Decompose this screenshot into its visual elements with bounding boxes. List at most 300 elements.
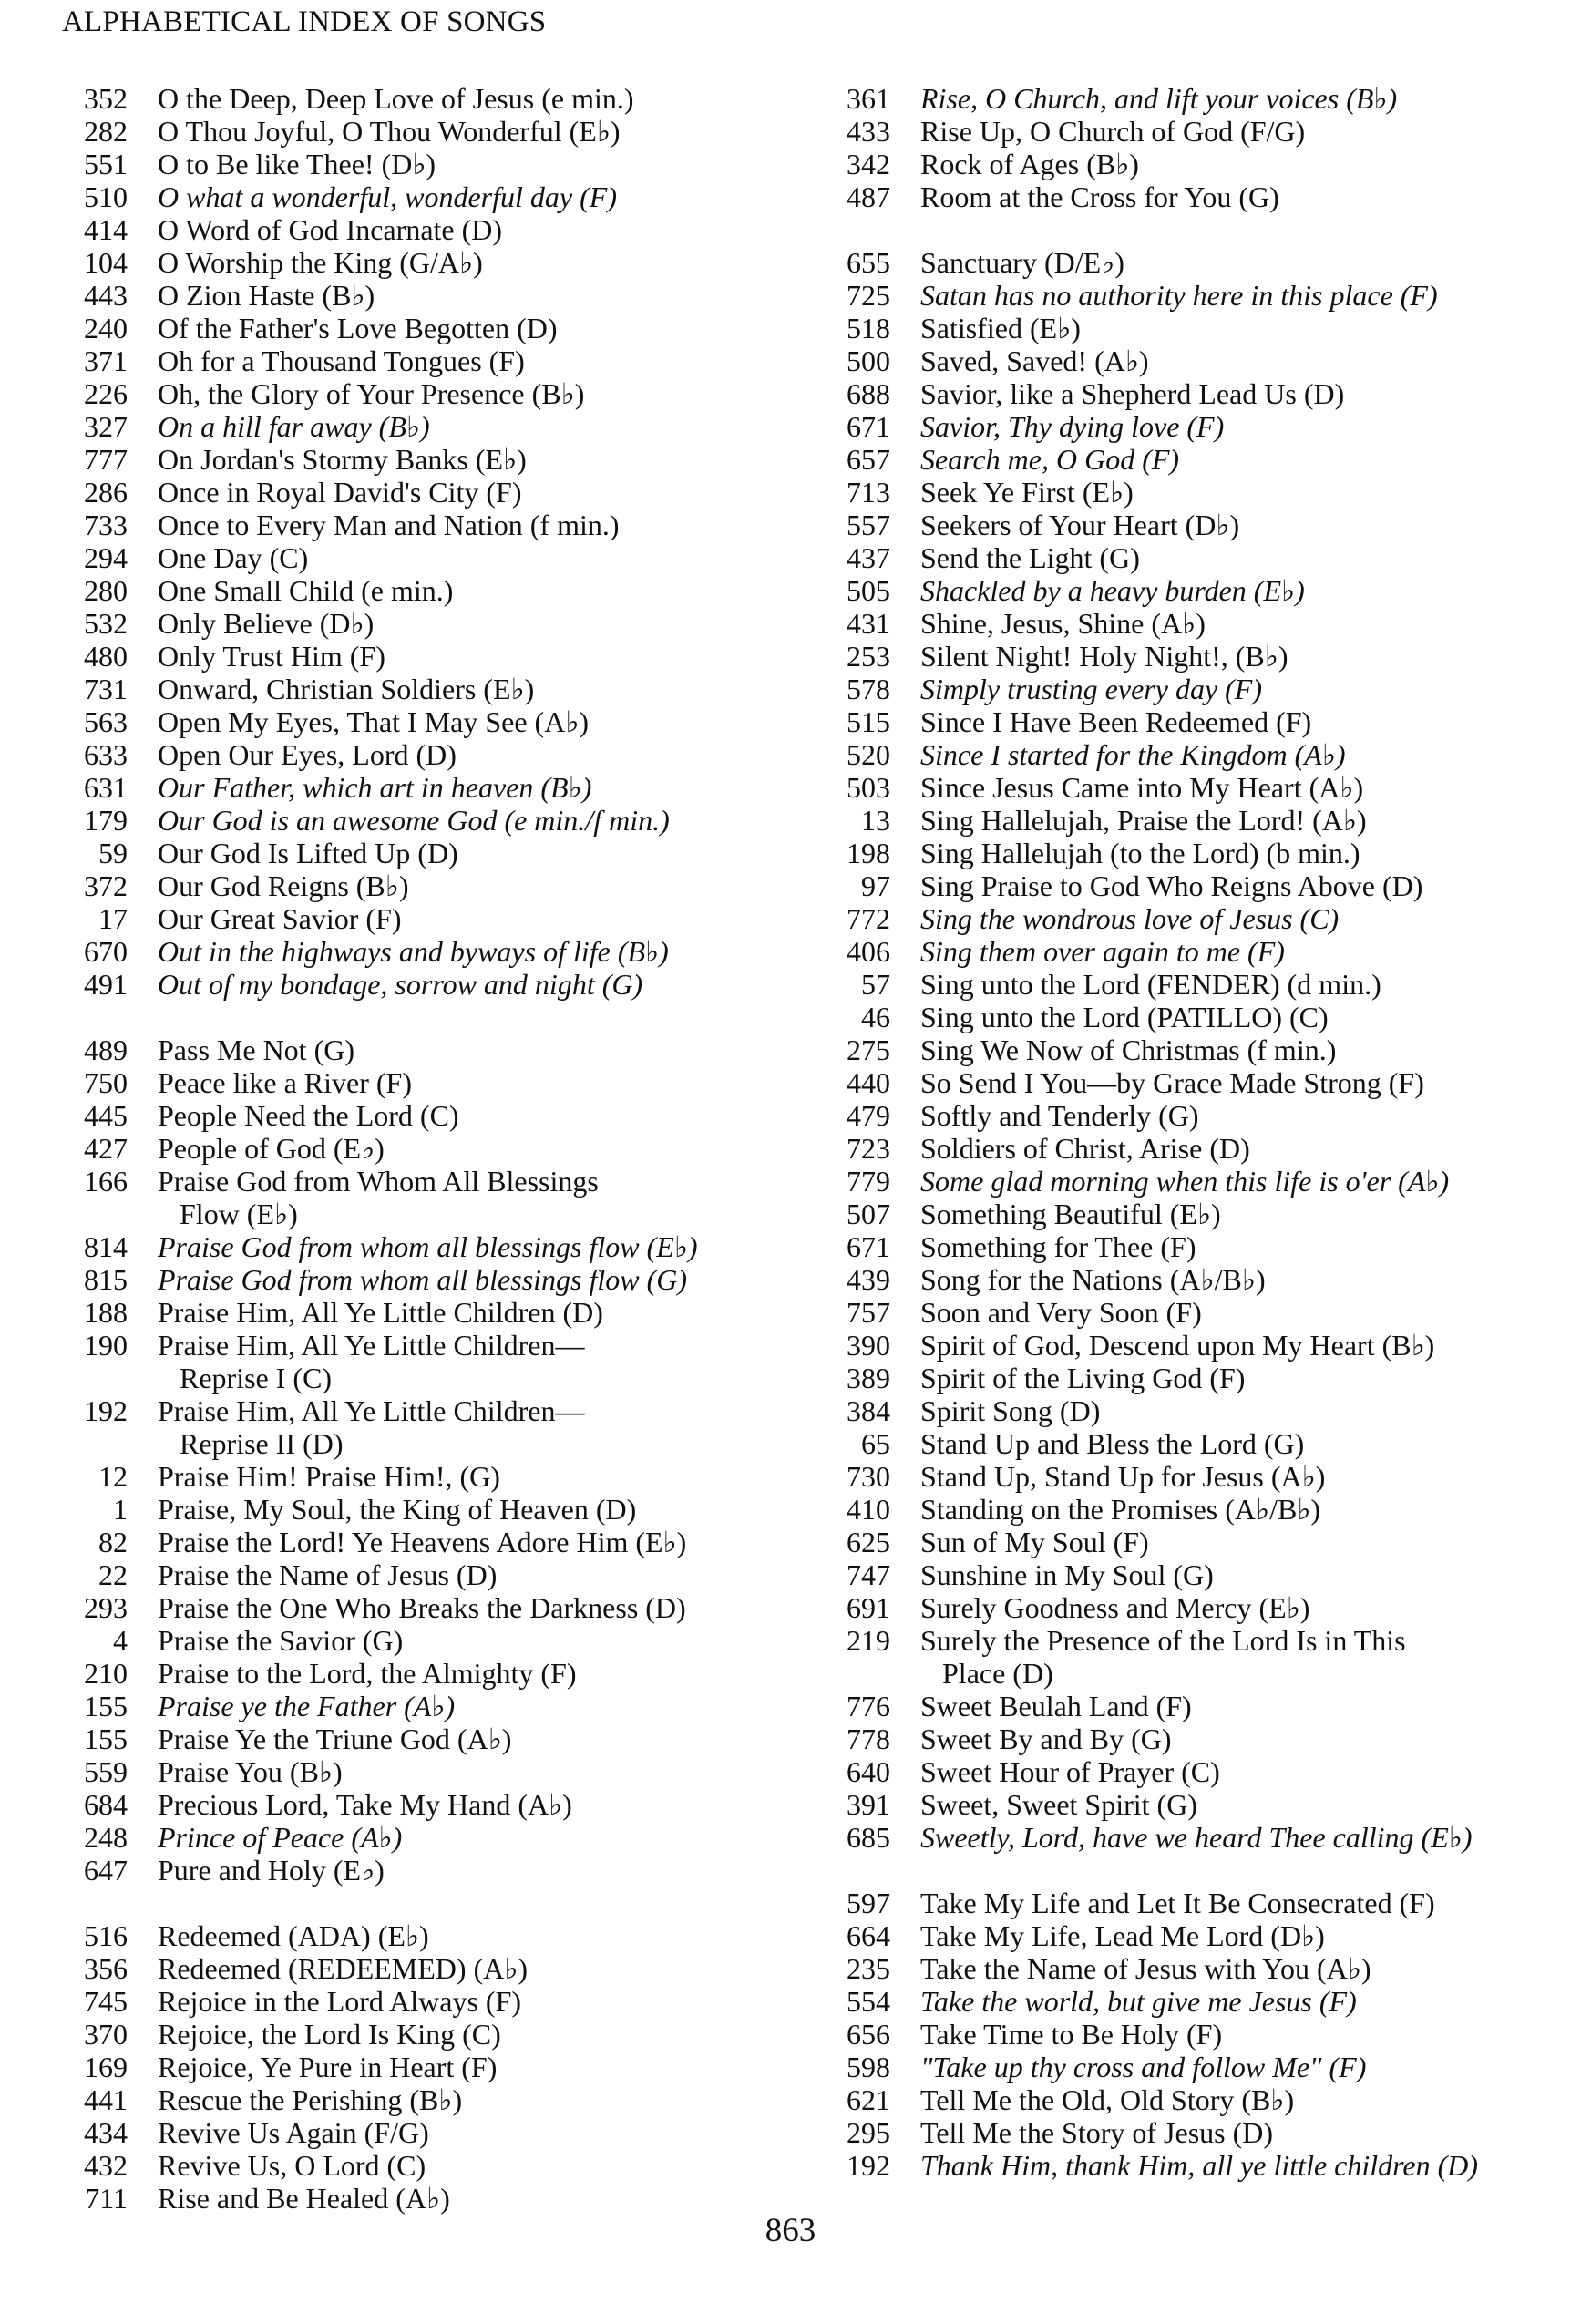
index-entry	[62, 1329, 791, 1362]
index-entry	[825, 2083, 1554, 2116]
song-title: Take the world, but give me Jesus (F)	[920, 1985, 1357, 2018]
song-title: Something Beautiful (E♭)	[920, 1198, 1221, 1230]
hymn-number: 551	[84, 148, 128, 180]
hymn-number: 22	[98, 1558, 128, 1591]
index-entry	[825, 443, 1554, 476]
index-entry	[62, 1460, 791, 1493]
index-entry	[62, 1263, 791, 1296]
song-title: Soldiers of Christ, Arise (D)	[920, 1132, 1250, 1165]
song-title: Rejoice, the Lord Is King (C)	[158, 2018, 501, 2051]
page-header: ALPHABETICAL INDEX OF SONGS	[62, 5, 547, 38]
song-title: Oh, the Glory of Your Presence (B♭)	[158, 377, 585, 410]
song-title: O Zion Haste (B♭)	[158, 279, 375, 312]
hymn-number: 235	[847, 1952, 890, 1985]
index-entry	[825, 2116, 1554, 2149]
index-entry	[62, 509, 791, 541]
song-title: Shine, Jesus, Shine (A♭)	[920, 607, 1206, 640]
index-entry	[62, 1362, 791, 1394]
hymn-number: 371	[84, 344, 128, 377]
song-title: Take Time to Be Holy (F)	[920, 2018, 1223, 2051]
song-title: Simply trusting every day (F)	[920, 673, 1262, 705]
index-entry	[62, 837, 791, 869]
song-title: Of the Father's Love Begotten (D)	[158, 312, 558, 344]
index-entry	[62, 738, 791, 771]
index-entry	[825, 837, 1554, 869]
song-title: Rise and Be Healed (A♭)	[158, 2182, 450, 2215]
hymn-number: 240	[84, 312, 128, 344]
song-title: "Take up thy cross and follow Me" (F)	[920, 2051, 1367, 2083]
song-title: Our Great Savior (F)	[158, 902, 402, 935]
hymn-number: 275	[847, 1033, 890, 1066]
song-title: Oh for a Thousand Tongues (F)	[158, 344, 525, 377]
song-title: Sanctuary (D/E♭)	[920, 246, 1124, 279]
hymn-number: 559	[84, 1755, 128, 1788]
hymn-number: 633	[84, 738, 128, 771]
index-entry	[62, 1690, 791, 1722]
song-title: Rise, O Church, and lift your voices (B♭)	[920, 82, 1398, 115]
index-entry	[62, 115, 791, 148]
index-entry	[62, 804, 791, 837]
index-entry	[825, 1755, 1554, 1788]
index-entry	[825, 1690, 1554, 1722]
song-title: Sweet, Sweet Spirit (G)	[920, 1788, 1197, 1821]
hymn-number: 431	[847, 607, 890, 640]
index-entry	[62, 935, 791, 968]
hymn-number: 730	[847, 1460, 890, 1493]
song-title: Reprise II (D)	[158, 1427, 344, 1460]
hymn-number: 750	[84, 1066, 128, 1099]
song-title: Revive Us Again (F/G)	[158, 2116, 429, 2149]
index-entry	[62, 705, 791, 738]
index-entry	[62, 574, 791, 607]
hymn-number: 621	[847, 2083, 890, 2116]
hymn-number: 226	[84, 377, 128, 410]
song-title: Softly and Tenderly (G)	[920, 1099, 1199, 1132]
hymn-number: 82	[98, 1526, 128, 1558]
song-title: Pass Me Not (G)	[158, 1033, 354, 1066]
hymn-number: 1	[113, 1493, 128, 1526]
hymn-number: 671	[847, 1230, 890, 1263]
song-title: Take My Life, Lead Me Lord (D♭)	[920, 1919, 1325, 1952]
hymn-number: 532	[84, 607, 128, 640]
hymn-number: 65	[861, 1427, 890, 1460]
index-entry	[62, 1755, 791, 1788]
song-title: Out in the highways and byways of life (B♭)	[158, 935, 669, 968]
song-title: Surely Goodness and Mercy (E♭)	[920, 1591, 1310, 1624]
index-entry	[62, 1788, 791, 1821]
song-title: Rescue the Perishing (B♭)	[158, 2083, 463, 2116]
song-title: Prince of Peace (A♭)	[158, 1821, 403, 1854]
page-number: 863	[765, 2212, 816, 2249]
hymn-number: 12	[98, 1460, 128, 1493]
song-title: Our God Is Lifted Up (D)	[158, 837, 458, 869]
song-title: Sun of My Soul (F)	[920, 1526, 1149, 1558]
hymn-number: 745	[84, 1985, 128, 2018]
index-entry	[62, 1066, 791, 1099]
index-entry	[62, 1493, 791, 1526]
hymn-number: 286	[84, 476, 128, 509]
song-title: O Worship the King (G/A♭)	[158, 246, 483, 279]
hymn-number: 723	[847, 1132, 890, 1165]
index-entry	[825, 1493, 1554, 1526]
song-title: Take My Life and Let It Be Consecrated (F)	[920, 1887, 1435, 1919]
hymn-number: 17	[98, 902, 128, 935]
song-title: Reprise I (C)	[158, 1362, 333, 1394]
hymn-number: 166	[84, 1165, 128, 1198]
song-title: Praise the One Who Breaks the Darkness (D)	[158, 1591, 686, 1624]
hymn-number: 664	[847, 1919, 890, 1952]
index-entry	[825, 1952, 1554, 1985]
hymn-number: 57	[861, 968, 890, 1001]
hymn-number: 439	[847, 1263, 890, 1296]
index-entry	[62, 607, 791, 640]
hymn-number: 414	[84, 213, 128, 246]
song-title: Praise God from Whom All Blessings	[158, 1165, 599, 1198]
hymn-number: 13	[861, 804, 890, 837]
index-entry	[825, 377, 1554, 410]
index-entry	[825, 1394, 1554, 1427]
hymn-number: 657	[847, 443, 890, 476]
song-title: Since I Have Been Redeemed (F)	[920, 705, 1312, 738]
index-entry	[62, 771, 791, 804]
index-entry	[62, 148, 791, 180]
hymn-number: 725	[847, 279, 890, 312]
hymn-number: 406	[847, 935, 890, 968]
hymn-number: 190	[84, 1329, 128, 1362]
song-title: Redeemed (REDEEMED) (A♭)	[158, 1952, 529, 1985]
song-title: Soon and Very Soon (F)	[920, 1296, 1202, 1329]
hymn-number: 480	[84, 640, 128, 673]
index-entry	[62, 640, 791, 673]
hymn-number: 713	[847, 476, 890, 509]
song-title: Sing them over again to me (F)	[920, 935, 1285, 968]
index-entry	[825, 1099, 1554, 1132]
index-entry	[825, 1821, 1554, 1854]
hymn-number: 179	[84, 804, 128, 837]
hymn-number: 507	[847, 1198, 890, 1230]
song-title: Praise the Savior (G)	[158, 1624, 404, 1657]
song-title: Praise Him, All Ye Little Children (D)	[158, 1296, 603, 1329]
index-entry	[825, 1033, 1554, 1066]
index-entry	[825, 673, 1554, 705]
hymn-number: 814	[84, 1230, 128, 1263]
song-title: Praise You (B♭)	[158, 1755, 343, 1788]
index-entry	[825, 2018, 1554, 2051]
index-entry	[62, 1722, 791, 1755]
index-entry	[62, 1394, 791, 1427]
hymn-number: 282	[84, 115, 128, 148]
song-title: Open My Eyes, That I May See (A♭)	[158, 705, 590, 738]
song-title: Sing Hallelujah, Praise the Lord! (A♭)	[920, 804, 1367, 837]
index-entry	[825, 1263, 1554, 1296]
index-entry	[825, 1001, 1554, 1033]
song-title: Tell Me the Old, Old Story (B♭)	[920, 2083, 1295, 2116]
hymn-number: 280	[84, 574, 128, 607]
index-entry	[825, 1427, 1554, 1460]
song-title: Some glad morning when this life is o'er (A♭)	[920, 1165, 1450, 1198]
song-title: Satan has no authority here in this place (F)	[920, 279, 1438, 312]
song-title: Rejoice in the Lord Always (F)	[158, 1985, 522, 2018]
song-title: Peace like a River (F)	[158, 1066, 412, 1099]
hymn-number: 779	[847, 1165, 890, 1198]
index-entry	[825, 869, 1554, 902]
index-entry	[62, 1558, 791, 1591]
hymn-number: 192	[84, 1394, 128, 1427]
song-title: Once to Every Man and Nation (f min.)	[158, 509, 620, 541]
song-title: Stand Up and Bless the Lord (G)	[920, 1427, 1305, 1460]
index-entry	[825, 968, 1554, 1001]
hymn-number	[825, 1657, 890, 1690]
song-title: Spirit of God, Descend upon My Heart (B♭)	[920, 1329, 1435, 1362]
song-title: Sing Hallelujah (to the Lord) (b min.)	[920, 837, 1360, 869]
song-title: Sing We Now of Christmas (f min.)	[920, 1033, 1337, 1066]
hymn-number: 155	[84, 1690, 128, 1722]
song-title: Sing unto the Lord (PATILLO) (C)	[920, 1001, 1329, 1033]
hymn-number: 631	[84, 771, 128, 804]
index-entry	[62, 1919, 791, 1952]
index-entry	[825, 771, 1554, 804]
hymn-number: 563	[84, 705, 128, 738]
hymn-number: 640	[847, 1755, 890, 1788]
hymn-number: 597	[847, 1887, 890, 1919]
hymn-number: 294	[84, 541, 128, 574]
index-entry	[62, 673, 791, 705]
hymn-number: 253	[847, 640, 890, 673]
hymn-number: 104	[84, 246, 128, 279]
hymn-number: 655	[847, 246, 890, 279]
song-title: Only Believe (D♭)	[158, 607, 375, 640]
song-title: On Jordan's Stormy Banks (E♭)	[158, 443, 527, 476]
index-entry	[825, 1526, 1554, 1558]
hymn-number: 510	[84, 180, 128, 213]
hymn-number: 219	[847, 1624, 890, 1657]
index-entry	[825, 935, 1554, 968]
song-title: O Word of God Incarnate (D)	[158, 213, 503, 246]
hymn-number: 503	[847, 771, 890, 804]
index-entry	[62, 377, 791, 410]
index-entry	[62, 1985, 791, 2018]
song-title: O what a wonderful, wonderful day (F)	[158, 180, 617, 213]
song-title: Silent Night! Holy Night!, (B♭)	[920, 640, 1288, 673]
hymn-number: 489	[84, 1033, 128, 1066]
song-title: Stand Up, Stand Up for Jesus (A♭)	[920, 1460, 1326, 1493]
index-entry	[825, 541, 1554, 574]
hymn-number: 432	[84, 2149, 128, 2182]
index-entry	[825, 1329, 1554, 1362]
song-title: Our Father, which art in heaven (B♭)	[158, 771, 592, 804]
index-entry	[825, 1788, 1554, 1821]
hymn-number: 578	[847, 673, 890, 705]
song-title: Search me, O God (F)	[920, 443, 1180, 476]
song-title: Redeemed (ADA) (E♭)	[158, 1919, 429, 1952]
song-title: Our God Reigns (B♭)	[158, 869, 409, 902]
index-entry	[62, 1198, 791, 1230]
song-title: Praise Him, All Ye Little Children—	[158, 1394, 585, 1427]
song-title: Praise Him! Praise Him!, (G)	[158, 1460, 500, 1493]
index-entry	[62, 541, 791, 574]
song-title: Savior, Thy dying love (F)	[920, 410, 1225, 443]
index-entry	[62, 1821, 791, 1854]
hymn-number	[62, 1198, 128, 1230]
index-entry	[62, 1033, 791, 1066]
song-title: Take the Name of Jesus with You (A♭)	[920, 1952, 1371, 1985]
section-gap	[62, 1887, 791, 1919]
index-entry	[825, 1657, 1554, 1690]
song-title: Savior, like a Shepherd Lead Us (D)	[920, 377, 1345, 410]
hymn-number: 248	[84, 1821, 128, 1854]
index-entry	[62, 180, 791, 213]
index-entry	[62, 2149, 791, 2182]
section-gap	[62, 1001, 791, 1033]
index-entry	[62, 1591, 791, 1624]
index-entry	[62, 2116, 791, 2149]
hymn-number: 777	[84, 443, 128, 476]
song-title: O Thou Joyful, O Thou Wonderful (E♭)	[158, 115, 621, 148]
index-entry	[825, 1460, 1554, 1493]
index-entry	[825, 1722, 1554, 1755]
index-entry	[825, 82, 1554, 115]
song-title: Precious Lord, Take My Hand (A♭)	[158, 1788, 572, 1821]
song-title: Praise ye the Father (A♭)	[158, 1690, 456, 1722]
song-title: People of God (E♭)	[158, 1132, 385, 1165]
hymn-number: 361	[847, 82, 890, 115]
hymn-number: 384	[847, 1394, 890, 1427]
index-entry	[825, 1296, 1554, 1329]
index-entry	[825, 607, 1554, 640]
hymn-number: 688	[847, 377, 890, 410]
index-entry	[62, 213, 791, 246]
hymn-number: 433	[847, 115, 890, 148]
hymn-number: 370	[84, 2018, 128, 2051]
song-title: Rock of Ages (B♭)	[920, 148, 1139, 180]
hymn-number: 295	[847, 2116, 890, 2149]
song-title: Song for the Nations (A♭/B♭)	[920, 1263, 1266, 1296]
index-entry	[62, 1165, 791, 1198]
hymn-number: 352	[84, 82, 128, 115]
index-entry	[62, 869, 791, 902]
hymn-number: 434	[84, 2116, 128, 2149]
hymn-number: 491	[84, 968, 128, 1001]
hymn-number: 670	[84, 935, 128, 968]
hymn-number: 293	[84, 1591, 128, 1624]
index-entry	[62, 1854, 791, 1887]
index-entry	[825, 1887, 1554, 1919]
hymn-number: 97	[861, 869, 890, 902]
song-title: Praise to the Lord, the Almighty (F)	[158, 1657, 577, 1690]
index-entry	[825, 246, 1554, 279]
index-entry	[825, 1985, 1554, 2018]
index-entry	[62, 1230, 791, 1263]
index-entry	[825, 1591, 1554, 1624]
hymn-number: 647	[84, 1854, 128, 1887]
song-title: Sweet Beulah Land (F)	[920, 1690, 1192, 1722]
index-entry	[825, 902, 1554, 935]
index-entry	[62, 410, 791, 443]
song-title: Praise the Lord! Ye Heavens Adore Him (E♭)	[158, 1526, 687, 1558]
index-entry	[62, 246, 791, 279]
hymn-number: 487	[847, 180, 890, 213]
song-title: Praise Him, All Ye Little Children—	[158, 1329, 585, 1362]
hymn-number: 691	[847, 1591, 890, 1624]
hymn-number: 772	[847, 902, 890, 935]
song-title: Onward, Christian Soldiers (E♭)	[158, 673, 535, 705]
hymn-number: 427	[84, 1132, 128, 1165]
hymn-number: 598	[847, 2051, 890, 2083]
song-title: O the Deep, Deep Love of Jesus (e min.)	[158, 82, 634, 115]
song-title: Flow (E♭)	[158, 1198, 298, 1230]
index-column-right	[825, 82, 1554, 2182]
hymn-number: 516	[84, 1919, 128, 1952]
hymn-number: 733	[84, 509, 128, 541]
hymn-number: 505	[847, 574, 890, 607]
index-entry	[62, 1132, 791, 1165]
hymn-number: 46	[861, 1001, 890, 1033]
song-title: Since Jesus Came into My Heart (A♭)	[920, 771, 1364, 804]
index-entry	[825, 1230, 1554, 1263]
song-title: Out of my bondage, sorrow and night (G)	[158, 968, 643, 1001]
hymn-number: 445	[84, 1099, 128, 1132]
hymn-number: 390	[847, 1329, 890, 1362]
hymn-number: 776	[847, 1690, 890, 1722]
hymn-number: 443	[84, 279, 128, 312]
index-entry	[825, 312, 1554, 344]
song-title: Sing the wondrous love of Jesus (C)	[920, 902, 1340, 935]
index-entry	[825, 804, 1554, 837]
index-entry	[62, 1526, 791, 1558]
index-entry	[825, 180, 1554, 213]
hymn-number: 711	[85, 2182, 128, 2215]
hymn-number: 192	[847, 2149, 890, 2182]
song-title: Open Our Eyes, Lord (D)	[158, 738, 457, 771]
hymn-number: 625	[847, 1526, 890, 1558]
hymn-number: 500	[847, 344, 890, 377]
index-entry	[825, 1362, 1554, 1394]
song-title: Something for Thee (F)	[920, 1230, 1196, 1263]
index-entry	[825, 476, 1554, 509]
hymn-number: 437	[847, 541, 890, 574]
song-title: Praise God from whom all blessings flow (E♭)	[158, 1230, 698, 1263]
index-entry	[825, 1919, 1554, 1952]
index-entry	[825, 1624, 1554, 1657]
hymn-number: 554	[847, 1985, 890, 2018]
song-title: Praise God from whom all blessings flow (G)	[158, 1263, 688, 1296]
index-entry	[825, 640, 1554, 673]
song-title: Pure and Holy (E♭)	[158, 1854, 385, 1887]
hymn-number: 372	[84, 869, 128, 902]
hymn-number: 557	[847, 509, 890, 541]
hymn-number: 155	[84, 1722, 128, 1755]
index-entry	[62, 968, 791, 1001]
index-entry	[62, 2083, 791, 2116]
index-entry	[825, 2149, 1554, 2182]
index-entry	[825, 410, 1554, 443]
index-entry	[825, 1558, 1554, 1591]
song-title: Shackled by a heavy burden (E♭)	[920, 574, 1305, 607]
hymn-number: 169	[84, 2051, 128, 2083]
song-title: People Need the Lord (C)	[158, 1099, 459, 1132]
hymn-number: 441	[84, 2083, 128, 2116]
hymn-number: 747	[847, 1558, 890, 1591]
song-title: Revive Us, O Lord (C)	[158, 2149, 426, 2182]
song-title: Rejoice, Ye Pure in Heart (F)	[158, 2051, 498, 2083]
index-entry	[62, 2051, 791, 2083]
song-title: Our God is an awesome God (e min./f min.)	[158, 804, 670, 837]
index-entry	[62, 312, 791, 344]
hymn-number: 4	[113, 1624, 128, 1657]
index-entry	[825, 1165, 1554, 1198]
index-entry	[62, 279, 791, 312]
hymn-number: 757	[847, 1296, 890, 1329]
